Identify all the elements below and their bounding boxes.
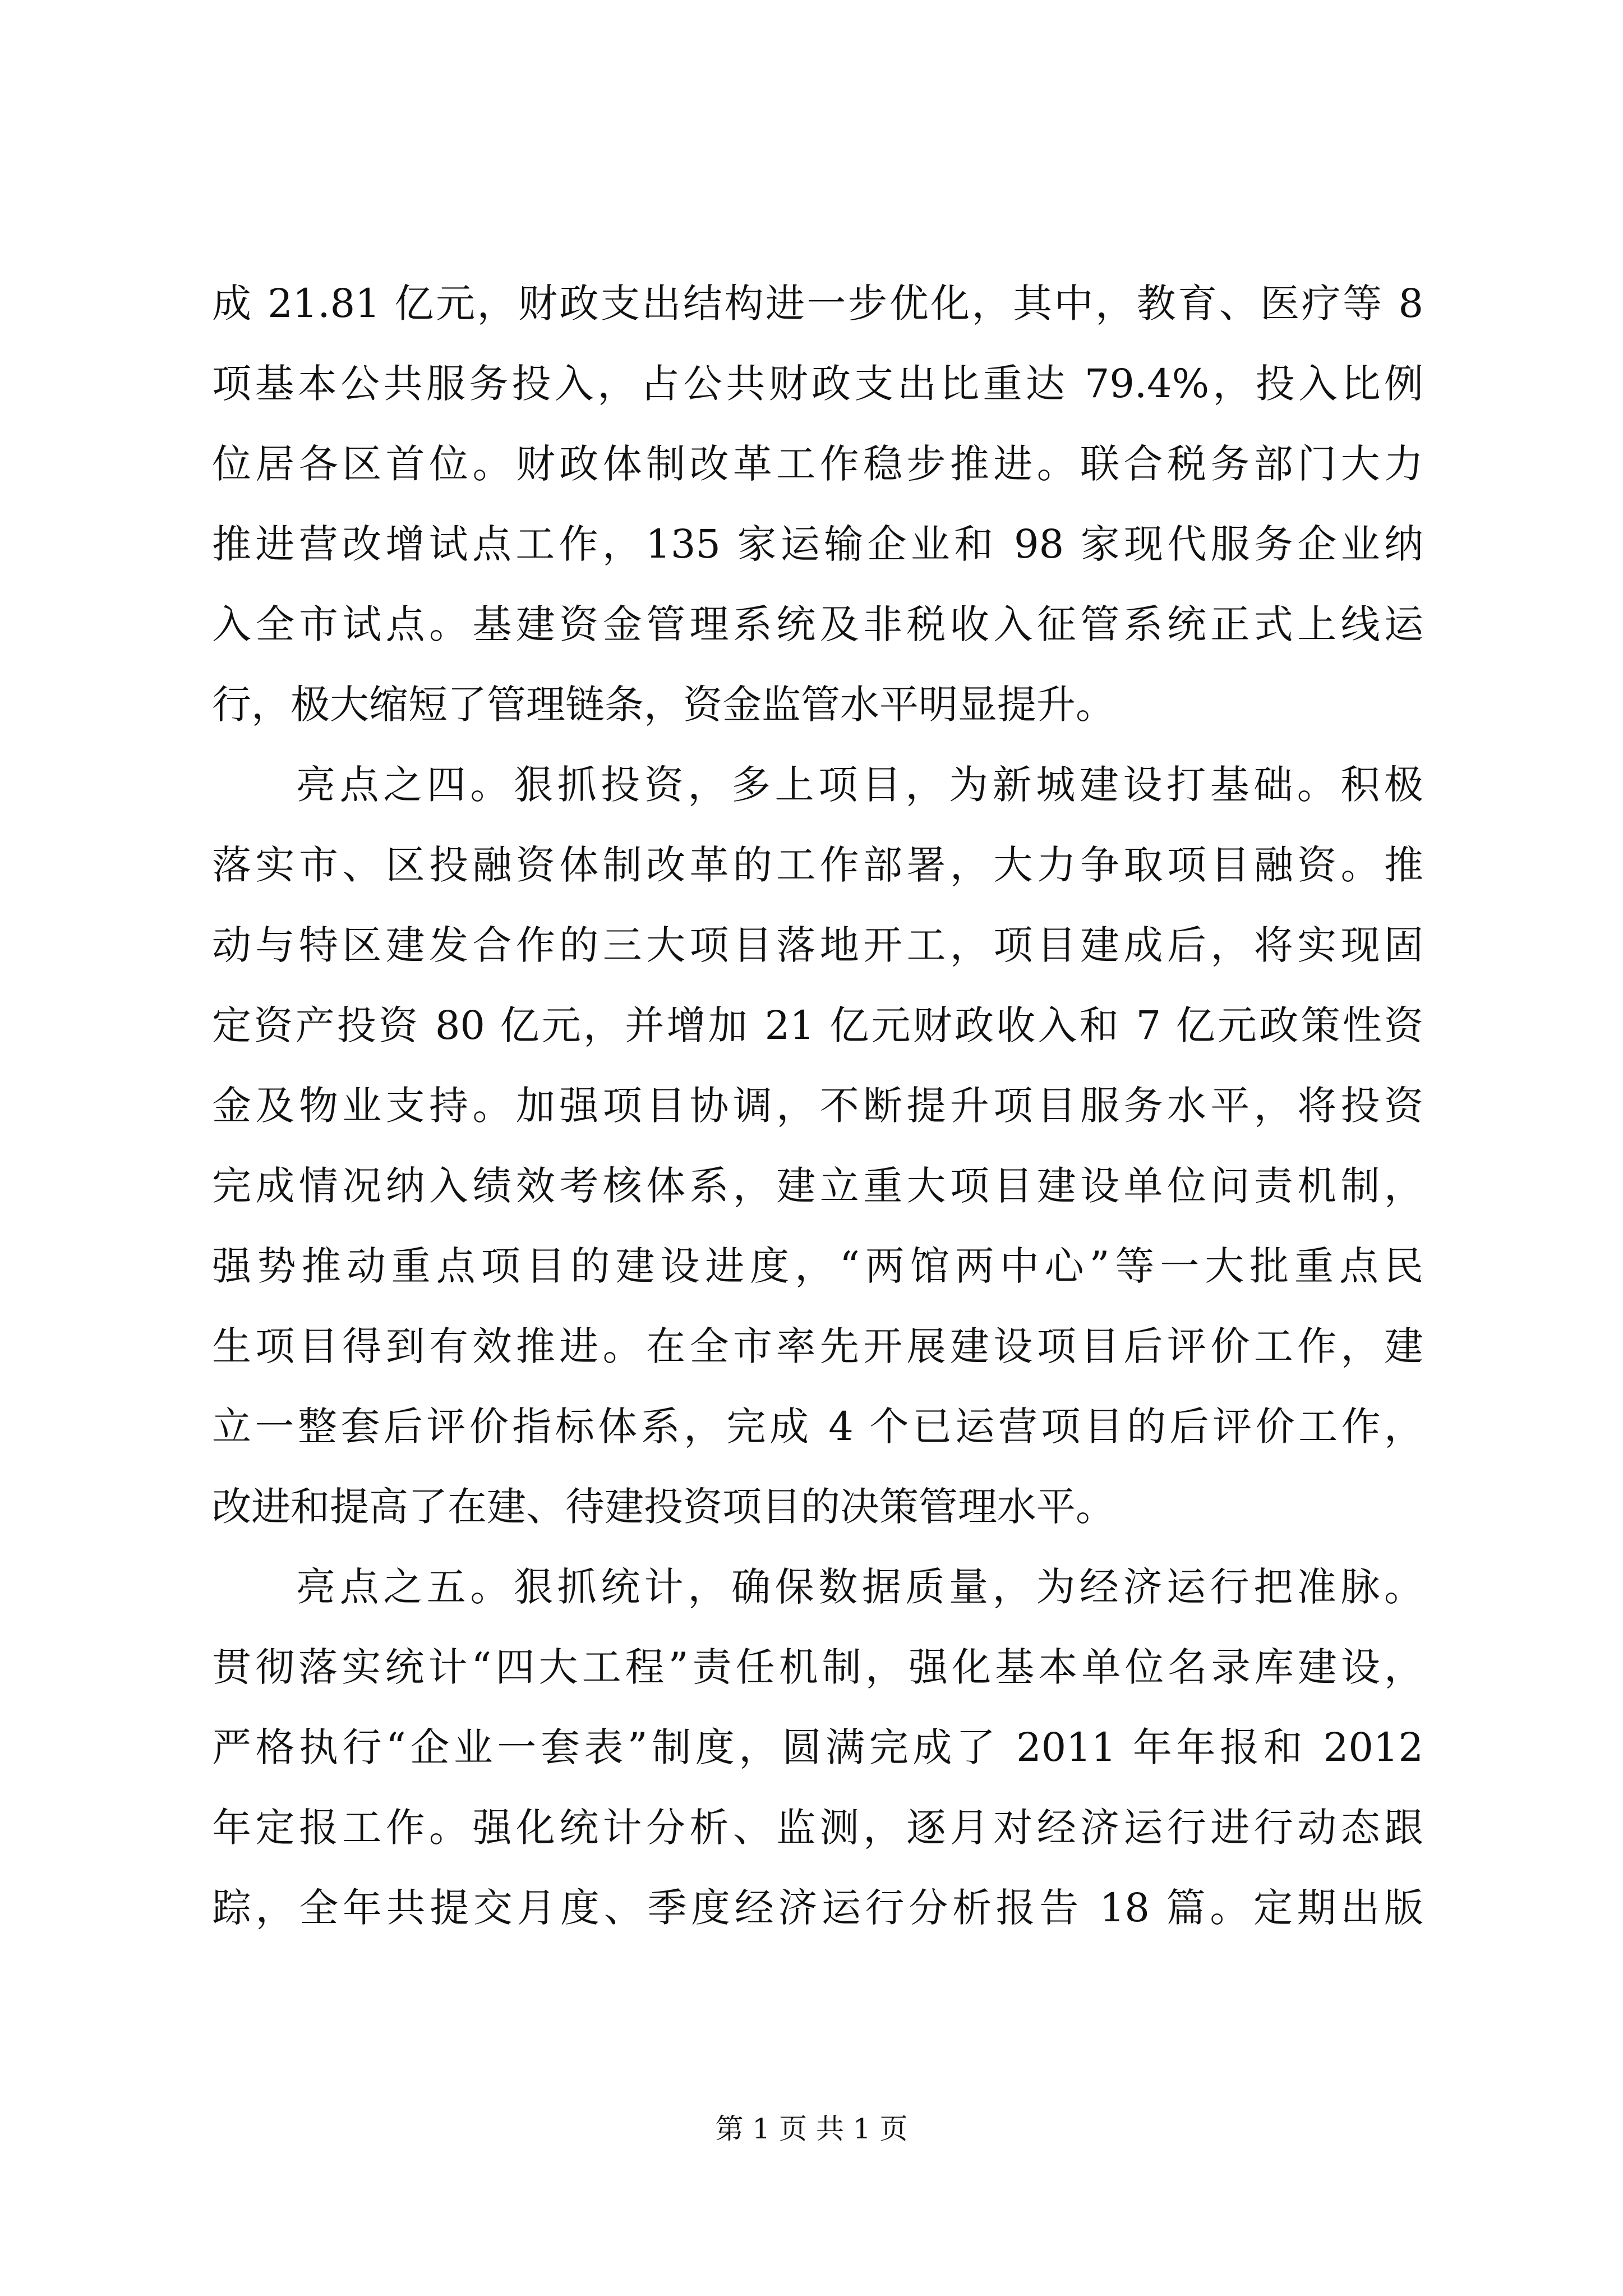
paragraph-3 (212, 1547, 1423, 1948)
text-line: 踪，全年共提交月度、季度经济运行分析报告 18 篇。定期出版 (212, 1885, 1423, 1931)
text-line: 动与特区建发合作的三大项目落地开工，项目建成后，将实现固 (212, 922, 1423, 968)
text-line: 入全市试点。基建资金管理系统及非税收入征管系统正式上线运 (212, 601, 1423, 647)
text-line: 完成情况纳入绩效考核体系，建立重大项目建设单位问责机制， (212, 1163, 1423, 1209)
text-line: 立一整套后评价指标体系，完成 4 个已运营项目的后评价工作， (212, 1404, 1423, 1450)
text-line: 位居各区首位。财政体制改革工作稳步推进。联合税务部门大力 (212, 441, 1423, 487)
text-line: 项基本公共服务投入，占公共财政支出比重达 79.4%，投入比例 (212, 361, 1423, 407)
text-line: 行，极大缩短了管理链条，资金监管水平明显提升。 (212, 682, 1115, 728)
paragraph-2 (212, 745, 1423, 1547)
text-line: 亮点之四。狠抓投资，多上项目，为新城建设打基础。积极 (296, 762, 1423, 808)
text-line: 强势推动重点项目的建设进度，“两馆两中心”等一大批重点民 (212, 1243, 1423, 1289)
text-line: 成 21.81 亿元，财政支出结构进一步优化，其中，教育、医疗等 8 (212, 280, 1423, 326)
text-line: 定资产投资 80 亿元，并增加 21 亿元财政收入和 7 亿元政策性资 (212, 1002, 1423, 1048)
text-line: 严格执行“企业一套表”制度，圆满完成了 2011 年年报和 2012 (212, 1724, 1423, 1770)
document-body (212, 264, 1423, 1948)
text-line: 亮点之五。狠抓统计，确保数据质量，为经济运行把准脉。 (296, 1564, 1423, 1610)
text-line: 落实市、区投融资体制改革的工作部署，大力争取项目融资。推 (212, 842, 1423, 888)
text-line: 推进营改增试点工作，135 家运输企业和 98 家现代服务企业纳 (212, 521, 1423, 567)
text-line: 贯彻落实统计“四大工程”责任机制，强化基本单位名录库建设， (212, 1644, 1423, 1690)
text-line: 金及物业支持。加强项目协调，不断提升项目服务水平，将投资 (212, 1083, 1423, 1129)
text-line: 改进和提高了在建、待建投资项目的决策管理水平。 (212, 1484, 1115, 1530)
text-line: 生项目得到有效推进。在全市率先开展建设项目后评价工作，建 (212, 1323, 1423, 1369)
text-line: 年定报工作。强化统计分析、监测，逐月对经济运行进行动态跟 (212, 1805, 1423, 1851)
paragraph-1 (212, 264, 1423, 745)
page-footer: 第 1 页 共 1 页 (715, 2113, 908, 2145)
